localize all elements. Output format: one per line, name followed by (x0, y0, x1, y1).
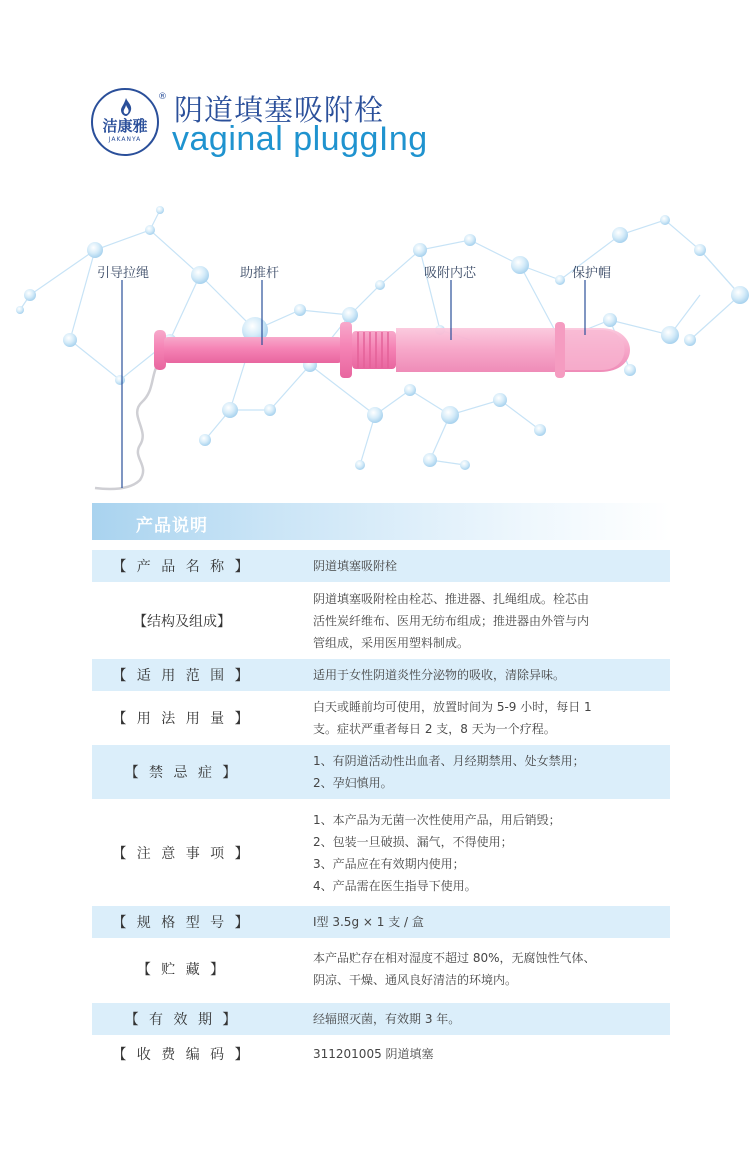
row-label: 【 收 费 编 码 】 (112, 1047, 252, 1063)
table-row-usage (92, 694, 670, 742)
page-title-en: vaginal pluggIng (172, 120, 428, 158)
pull-string (95, 360, 160, 489)
row-label: 【 用 法 用 量 】 (112, 711, 252, 727)
molecule-network-background (0, 190, 750, 500)
row-value: 适用于女性阴道炎性分泌物的吸收，清除异味。 (313, 668, 566, 682)
table-row-product-name (92, 550, 670, 582)
row-value: 阴道填塞吸附栓 (313, 559, 398, 573)
registered-mark: ® (158, 92, 167, 102)
row-value: Ⅰ型 3.5g × 1 支 / 盒 (313, 915, 424, 929)
brand-logo (91, 88, 159, 156)
brand-name-cn: 洁康雅 (102, 117, 148, 135)
table-row-specification (92, 906, 670, 938)
product-illustration (0, 190, 750, 500)
page-title-cn: 阴道填塞吸附栓 (174, 93, 385, 127)
row-label: 【 适 用 范 围 】 (112, 668, 252, 684)
row-value: 本产品贮存在相对湿度不超过 80%，无腐蚀性气体、阴凉、干燥、通风良好清洁的环境内。 (313, 951, 596, 987)
table-row-storage (92, 942, 670, 996)
row-label: 【 规 格 型 号 】 (112, 915, 252, 931)
row-value: 经辐照灭菌，有效期 3 年。 (313, 1012, 461, 1026)
label-absorbent-core: 吸附内芯 (424, 266, 477, 281)
brand-name-en: JAKANYA (108, 136, 142, 143)
section-title: 产品说明 (136, 516, 208, 536)
row-label: 【结构及组成】 (133, 614, 231, 630)
row-value: 1、有阴道活动性出血者、月经期禁用、处女禁用； 2、孕妇慎用。 (313, 754, 585, 790)
row-label: 【 产 品 名 称 】 (112, 559, 252, 575)
table-row-precautions (92, 806, 670, 900)
row-value: 白天或睡前均可使用，放置时间为 5-9 小时，每日 1 支。症状严重者每日 2 支，8 天为一个疗程。 (313, 700, 592, 736)
label-pusher-rod: 助推杆 (240, 266, 280, 281)
table-row-scope (92, 659, 670, 691)
row-value: 阴道填塞吸附栓由栓芯、推进器、扎绳组成。栓芯由活性炭纤维布、医用无纺布组成；推进器由外管与内管组成，采用医用塑料制成。 (313, 592, 590, 650)
table-row-billing-code (92, 1038, 670, 1070)
flame-icon (119, 98, 133, 116)
table-row-shelf-life (92, 1003, 670, 1035)
row-value: 1、本产品为无菌一次性使用产品，用后销毁； 2、包装一旦破损、漏气，不得使用； 3、产品应在有效期内使用； 4、产品需在医生指导下使用。 (313, 813, 561, 893)
label-pull-string: 引导拉绳 (97, 266, 150, 281)
row-label: 【 注 意 事 项 】 (112, 846, 252, 862)
row-label: 【 禁 忌 症 】 (124, 765, 240, 781)
label-protective-cap: 保护帽 (572, 266, 612, 281)
row-label: 【 有 效 期 】 (124, 1012, 240, 1028)
table-row-contraindications (92, 745, 670, 799)
row-value: 311201005 阴道填塞 (313, 1047, 434, 1061)
table-row-structure (92, 586, 670, 656)
row-label: 【 贮 藏 】 (136, 962, 228, 978)
